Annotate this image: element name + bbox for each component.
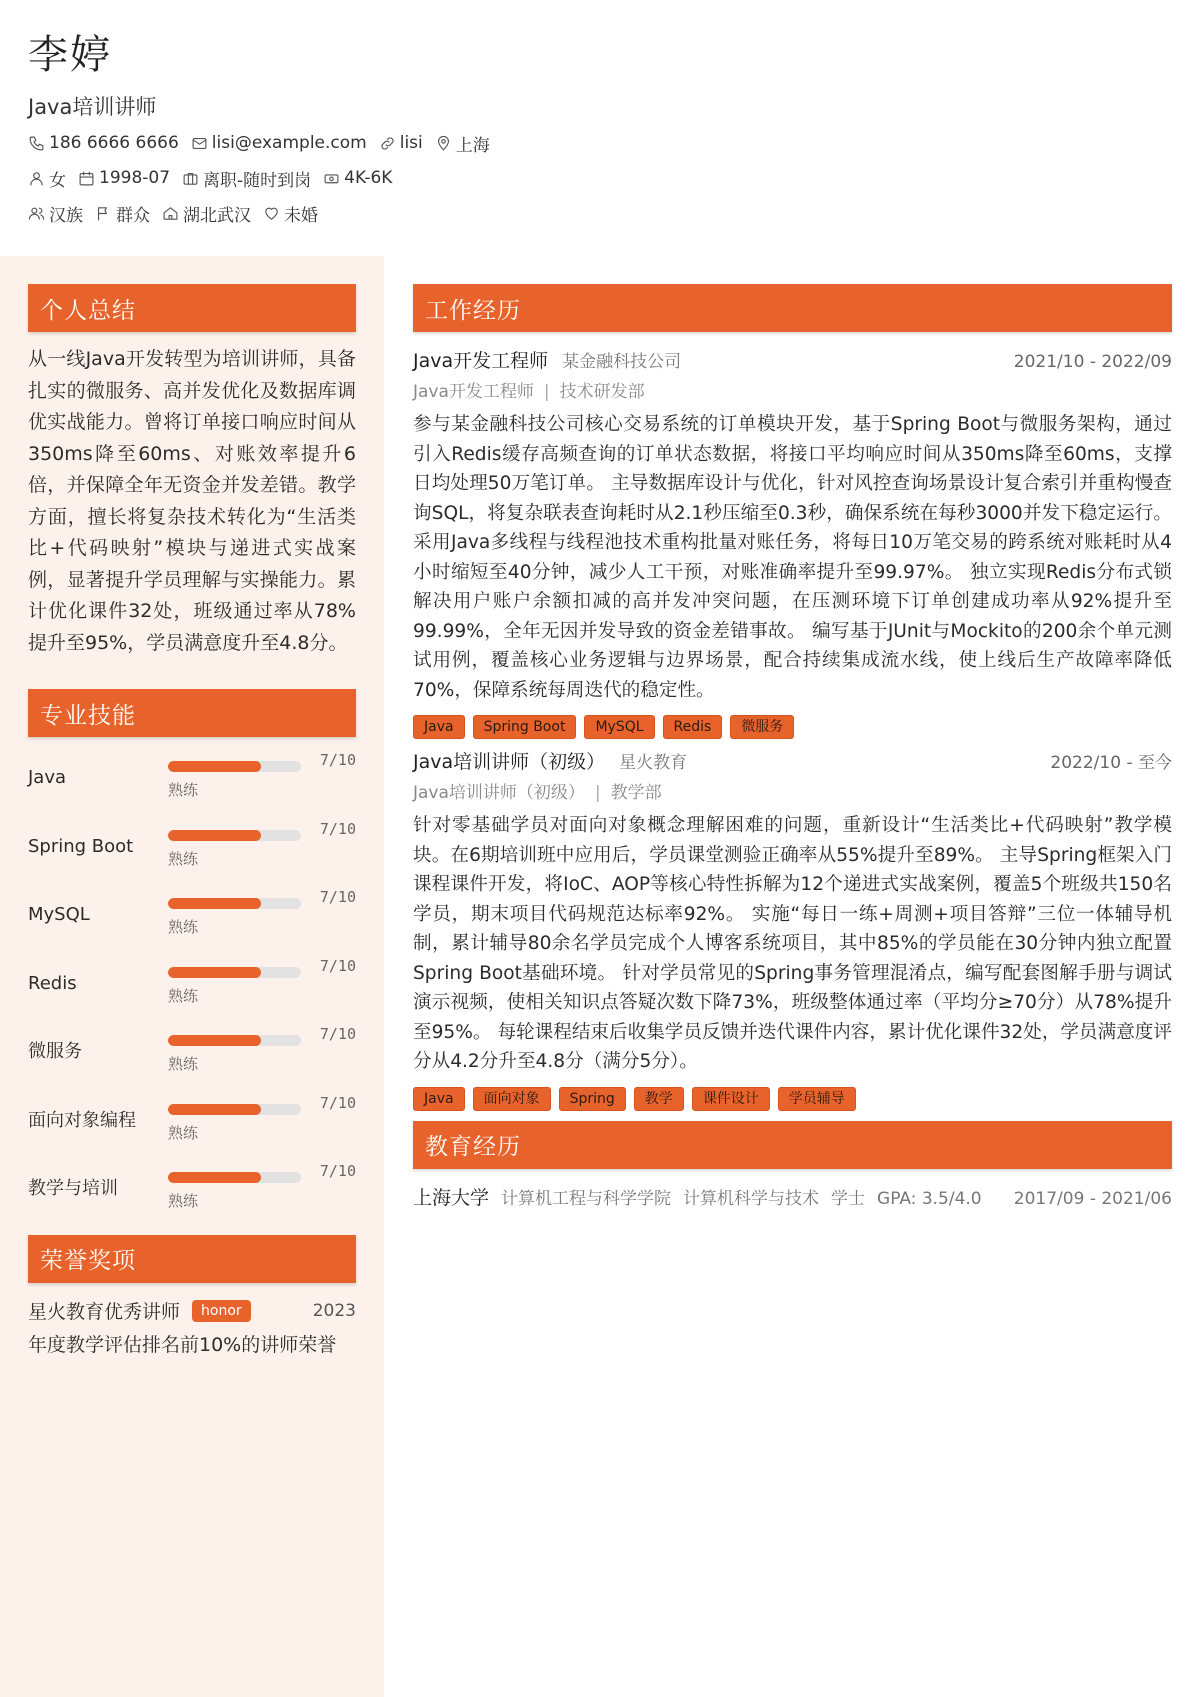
skill-name: Spring Boot: [28, 835, 134, 857]
home-icon: [162, 205, 179, 222]
work-description: 参与某金融科技公司核心交易系统的订单模块开发，基于Spring Boot与微服务架构，通过引入Redis缓存高频查询的订单状态数据，将接口平均响应时间从350ms降至60ms，支撑日均处理50万笔订单。 主导数据库设计与优化，针对风控查询场景设计复合索引并重构慢查询SQL，将复杂联表查询耗时从2.1秒压缩至0.3秒，确保系统在每秒3000并发下稳定运行。 采用Java多线程与线程池技术重构批量对账任务，将每日10万笔交易的跨系统对账耗时从4小时缩短至40分钟，减少人工干预，对账准确率提升至99.97%。 独立实现Redis分布式锁解决用户账户余额扣减的高并发冲突问题，在压测环境下订单创建成功率从92%提升至99.99%，全年无因并发导致的资金差错事故。 编写基于JUnit与Mockito的200余个单元测试用例，覆盖核心业务逻辑与边界场景，配合持续集成流水线，使上线后生产故障率降低70%，保障系统每周迭代的稳定性。: [413, 414, 1172, 701]
divider: |: [594, 783, 601, 803]
wechat-text: lisi: [399, 133, 423, 153]
work-item: [413, 747, 1172, 1111]
skill-bar: [168, 761, 301, 772]
skill-tag: 课件设计: [692, 1087, 770, 1111]
status-text: 离职-随时到岗: [203, 170, 312, 191]
award-title-group: [28, 1297, 251, 1324]
skill-item: [28, 820, 356, 889]
candidate-name: 李婷: [28, 32, 112, 78]
hometown-info: [162, 201, 251, 226]
work-title-group: [413, 346, 681, 373]
skill-tag: 学员辅导: [778, 1087, 856, 1111]
skill-name: Redis: [28, 972, 77, 994]
email-info[interactable]: [191, 133, 367, 153]
skill-bar: [168, 967, 301, 978]
work-role: Java开发工程师: [413, 382, 534, 402]
birth-info: [78, 168, 170, 188]
skills-heading: 专业技能: [28, 689, 356, 737]
politics-text: 群众: [116, 205, 150, 226]
skill-bar: [168, 898, 301, 909]
skill-item: [28, 751, 356, 820]
phone-text: 186 6666 6666: [49, 133, 179, 153]
education-heading: 教育经历: [413, 1121, 1172, 1169]
skill-tag: 面向对象: [473, 1087, 551, 1111]
skill-bar: [168, 1172, 301, 1183]
skill-tag: Spring Boot: [473, 715, 577, 739]
summary-heading: 个人总结: [28, 284, 356, 332]
work-date: 2022/10 - 至今: [1050, 753, 1172, 773]
link-icon: [379, 135, 396, 152]
education-details: [413, 1183, 994, 1210]
skill-item: [28, 1094, 356, 1163]
skill-name: 教学与培训: [28, 1178, 118, 1199]
sidebar: [0, 256, 384, 1697]
work-item-header: [413, 747, 1172, 777]
skill-bar-fill: [168, 1104, 261, 1115]
skill-score: 7/10: [319, 819, 356, 838]
mail-icon: [191, 135, 208, 152]
education-item: [413, 1183, 1172, 1210]
skill-tag: Java: [413, 715, 465, 739]
skill-score: 7/10: [319, 1093, 356, 1112]
award-name: 星火教育优秀讲师: [28, 1301, 181, 1323]
skill-level: 熟练: [168, 986, 199, 1005]
gender-info: [28, 166, 66, 191]
skill-level: 熟练: [168, 781, 199, 799]
user-icon: [28, 170, 45, 187]
marital-text: 未婚: [284, 205, 318, 226]
work-subtitle: [413, 378, 1172, 406]
work-item-header: [413, 346, 1172, 376]
work-position: Java培训讲师（初级）: [413, 751, 606, 773]
award-description: 年度教学评估排名前10%的讲师荣誉: [28, 1333, 337, 1356]
skill-tag: Redis: [663, 715, 723, 739]
work-role: Java培训讲师（初级）: [413, 783, 585, 803]
edu-date: 2017/09 - 2021/06: [1013, 1188, 1172, 1209]
skill-bar-fill: [168, 967, 261, 978]
target-position: Java培训讲师: [28, 95, 157, 119]
location-info: [435, 131, 490, 156]
skill-tag: 微服务: [730, 715, 794, 739]
award-badge: honor: [192, 1300, 251, 1322]
hometown-text: 湖北武汉: [183, 205, 251, 226]
phone-info[interactable]: [28, 133, 179, 153]
skill-score: 7/10: [319, 1025, 356, 1043]
skill-bar-fill: [168, 1035, 261, 1046]
salary-text: 4K-6K: [344, 168, 393, 188]
skill-item: [28, 1162, 356, 1231]
skill-item: [28, 957, 356, 1026]
work-item: [413, 346, 1172, 739]
work-description: 针对零基础学员对面向对象概念理解困难的问题，重新设计“生活类比+代码映射”教学模块。在6期培训班中应用后，学员课堂测验正确率从55%提升至89%。 主导Spring框架入门课程课件开发，将IoC、AOP等核心特性拆解为12个递进式实战案例，覆盖5个班级共150名学员，期末项目代码规范达标率92%。 实施“每日一练+周测+项目答辩”三位一体辅导机制，累计辅导80余名学员完成个人博客系统项目，其中85%的学员能在30分钟内独立配置Spring Boot基础环境。 针对学员常见的Spring事务管理混淆点，编写配套图解手册与调试演示视频，使相关知识点答疑次数下降73%，班级整体通过率（平均分≥70分）从78%提升至95%。 每轮课程结束后收集学员反馈并迭代课件内容，累计优化课件32处，学员满意度评分从4.2分升至4.8分（满分5分）。: [413, 815, 1172, 1072]
ethnicity-info: [28, 201, 83, 226]
skill-bar-fill: [168, 898, 261, 909]
birth-text: 1998-07: [99, 168, 171, 188]
work-heading: 工作经历: [413, 284, 1172, 332]
skill-level: 熟练: [168, 1123, 199, 1142]
skill-level: 熟练: [168, 1192, 199, 1210]
money-icon: [323, 170, 340, 187]
edu-school: 上海大学: [413, 1186, 490, 1209]
edu-college: 计算机工程与科学学院: [501, 1188, 672, 1209]
work-subtitle: [413, 779, 1172, 807]
skill-level: 熟练: [168, 849, 199, 868]
heart-icon: [263, 205, 280, 222]
skill-bar: [168, 1035, 301, 1046]
skill-item: [28, 1025, 356, 1094]
contact-row: [28, 129, 1172, 157]
phone-icon: [28, 135, 45, 152]
salary-info: [323, 168, 392, 188]
status-info: [182, 166, 311, 191]
resume-header: [28, 30, 1172, 227]
skill-bar: [168, 830, 301, 841]
location-text: 上海: [455, 135, 490, 156]
skill-score: 7/10: [319, 1162, 356, 1180]
briefcase-icon: [182, 170, 199, 187]
personal-row: [28, 164, 1172, 192]
skill-bar: [168, 1104, 301, 1115]
skill-tag: Java: [413, 1087, 465, 1111]
work-company: 星火教育: [619, 753, 688, 773]
work-tags: [413, 1087, 1172, 1111]
work-tags: [413, 715, 1172, 739]
skill-tag: MySQL: [584, 715, 654, 739]
calendar-icon: [78, 170, 95, 187]
skill-bar-fill: [168, 761, 261, 772]
skill-name: 面向对象编程: [28, 1109, 136, 1131]
skill-score: 7/10: [319, 888, 356, 906]
awards-heading: 荣誉奖项: [28, 1235, 356, 1283]
edu-degree: 学士: [831, 1188, 866, 1209]
skill-level: 熟练: [168, 1055, 199, 1073]
location-pin-icon: [435, 135, 452, 152]
edu-major: 计算机科学与技术: [683, 1188, 820, 1209]
work-company: 某金融科技公司: [562, 352, 682, 372]
work-date: 2021/10 - 2022/09: [1013, 352, 1172, 372]
award-year: 2023: [312, 1300, 356, 1321]
sidebar-content: [28, 284, 356, 1359]
skill-tag: 教学: [634, 1087, 684, 1111]
skill-bar-fill: [168, 1172, 261, 1183]
skill-name: MySQL: [28, 904, 90, 925]
work-dept: 技术研发部: [559, 382, 645, 402]
skill-level: 熟练: [168, 918, 199, 936]
wechat-info[interactable]: [379, 133, 423, 153]
skill-tag: Spring: [559, 1087, 626, 1111]
skill-name: 微服务: [28, 1041, 82, 1062]
politics-info: [95, 201, 150, 226]
email-text: lisi@example.com: [211, 133, 367, 153]
extra-row: [28, 199, 1172, 227]
divider: |: [543, 382, 550, 402]
work-title-group: [413, 747, 687, 774]
edu-gpa: GPA: 3.5/4.0: [877, 1188, 982, 1209]
summary-text: 从一线Java开发转型为培训讲师，具备扎实的微服务、高并发优化及数据库调优实战能力。曾将订单接口响应时间从350ms降至60ms、对账效率提升6倍，并保障全年无资金并发差错。教学方面，擅长将复杂技术转化为“生活类比+代码映射”模块与递进式实战案例，显著提升学员理解与实操能力。累计优化课件32处，班级通过率从78%提升至95%，学员满意度升至4.8分。: [28, 348, 356, 654]
skill-name: Java: [28, 767, 67, 788]
skill-score: 7/10: [319, 751, 356, 769]
ethnicity-text: 汉族: [49, 205, 83, 226]
users-icon: [28, 205, 45, 222]
flag-icon: [95, 205, 112, 222]
skill-bar-fill: [168, 830, 261, 841]
main-content: [413, 284, 1172, 1210]
skill-score: 7/10: [319, 956, 356, 975]
work-dept: 教学部: [610, 783, 662, 803]
work-position: Java开发工程师: [413, 350, 549, 372]
marital-info: [263, 201, 318, 226]
skill-item: [28, 888, 356, 957]
award-item: [28, 1297, 356, 1325]
gender-text: 女: [49, 170, 66, 191]
skills-list: [28, 751, 356, 1231]
